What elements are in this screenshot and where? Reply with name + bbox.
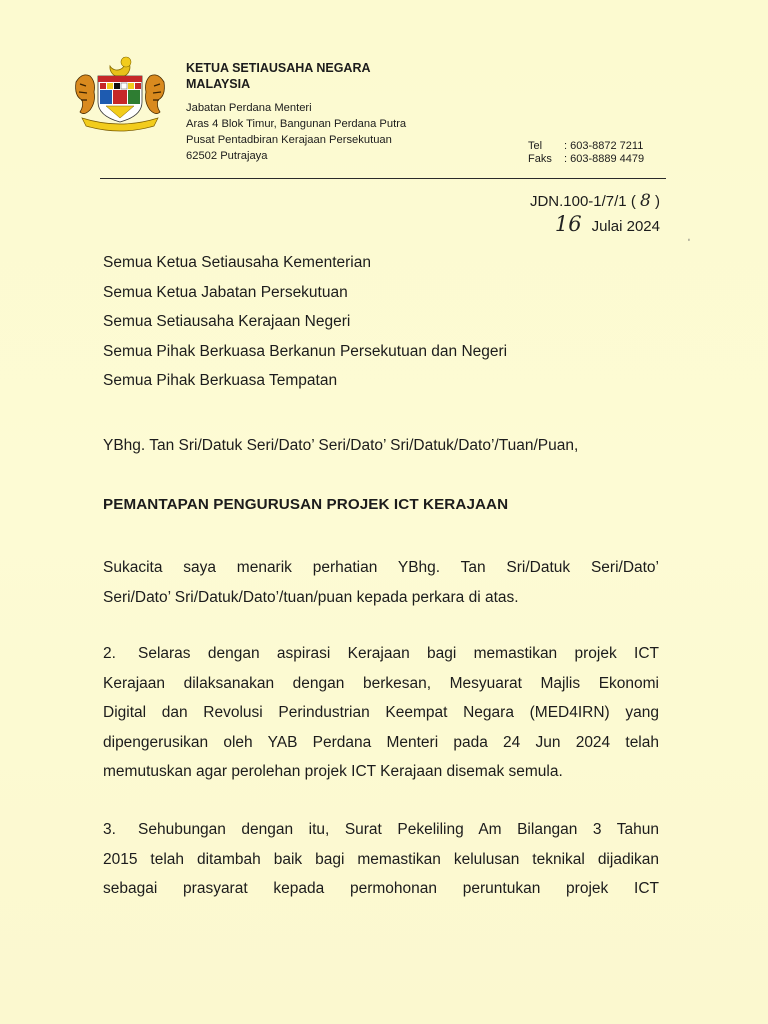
fax-row — [528, 153, 644, 166]
recipient-item: Semua Ketua Setiausaha Kementerian — [103, 254, 371, 271]
date-handwritten-day: 16 — [554, 212, 582, 236]
fax-value: : 603-8889 4479 — [564, 153, 645, 165]
paragraph-line: Sukacita saya menarik perhatian YBhg. Tan Sri/Datuk Seri/Dato’ — [103, 559, 659, 576]
reference-suffix: ) — [655, 193, 660, 210]
paragraph-number: 2. — [103, 645, 116, 662]
paragraph-first-line — [103, 639, 659, 669]
date-month-year: Julai 2024 — [591, 218, 660, 235]
organization-name-line2: MALAYSIA — [186, 77, 251, 91]
address-line: Jabatan Perdana Menteri — [186, 102, 312, 114]
malaysia-coat-of-arms-icon — [70, 52, 170, 134]
reference-handwritten-number: 8 — [640, 191, 651, 211]
telephone-value: : 603-8872 7211 — [564, 140, 644, 152]
paragraph-line: 2015 telah ditambah baik bagi memastikan kelulusan teknikal dijadikan — [103, 850, 659, 868]
reference-number — [530, 192, 660, 211]
recipient-item: Semua Setiausaha Kerajaan Negeri — [103, 313, 351, 330]
paragraph-line: Kerajaan dilaksanakan dengan berkesan, Mesyuarat Majlis Ekonomi — [103, 674, 659, 692]
address-line: 62502 Putrajaya — [186, 150, 268, 162]
telephone-label: Tel — [528, 140, 543, 152]
paragraph-line-text: Sehubungan dengan itu, Surat Pekeliling Am Bilangan 3 Tahun — [138, 821, 659, 838]
recipient-item: Semua Pihak Berkuasa Tempatan — [103, 372, 338, 389]
paragraph-line: Seri/Dato’ Sri/Datuk/Dato’/tuan/puan kepada perkara di atas. — [103, 588, 519, 606]
paragraph-line: sebagai prasyarat kepada permohonan peruntukan projek ICT — [103, 880, 659, 897]
letterhead-address — [186, 100, 506, 164]
paragraph-line: dipengerusikan oleh YAB Perdana Menteri pada 24 Jun 2024 telah — [103, 733, 659, 751]
letterhead-organization — [186, 60, 506, 164]
letterhead-divider — [100, 178, 666, 179]
paragraph-1 — [103, 553, 659, 612]
recipient-item: Semua Pihak Berkuasa Berkanun Persekutuan dan Negeri — [103, 342, 508, 360]
address-line: Pusat Pentadbiran Kerajaan Persekutuan — [186, 134, 392, 146]
paragraph-line: Digital dan Revolusi Perindustrian Keempat Negara (MED4IRN) yang — [103, 704, 659, 721]
letter-date — [530, 212, 660, 236]
paragraph-first-line — [103, 815, 659, 845]
paragraph-2 — [103, 639, 659, 787]
paragraph-number: 3. — [103, 821, 116, 838]
address-line: Aras 4 Blok Timur, Bangunan Perdana Putra — [186, 118, 407, 130]
pen-mark: ʹ — [688, 238, 690, 249]
recipient-item: Semua Ketua Jabatan Persekutuan — [103, 283, 348, 301]
telephone-row — [528, 140, 644, 153]
salutation: YBhg. Tan Sri/Datuk Seri/Dato’ Seri/Dato’ Sri/Datuk/Dato’/Tuan/Puan, — [103, 437, 579, 454]
organization-name-line1: KETUA SETIAUSAHA NEGARA — [186, 61, 371, 75]
paragraph-line: memutuskan agar perolehan projek ICT Kerajaan disemak semula. — [103, 763, 563, 780]
paragraph-3 — [103, 815, 659, 904]
subject-heading: PEMANTAPAN PENGURUSAN PROJEK ICT KERAJAAN — [103, 496, 509, 513]
recipients-list — [103, 248, 507, 396]
reference-prefix: JDN.100-1/7/1 ( — [529, 193, 636, 210]
fax-label: Faks — [528, 153, 552, 165]
paragraph-line-text: Selaras dengan aspirasi Kerajaan bagi memastikan projek ICT — [138, 645, 659, 662]
letterhead-contact — [528, 140, 644, 166]
reference-block — [530, 192, 660, 236]
